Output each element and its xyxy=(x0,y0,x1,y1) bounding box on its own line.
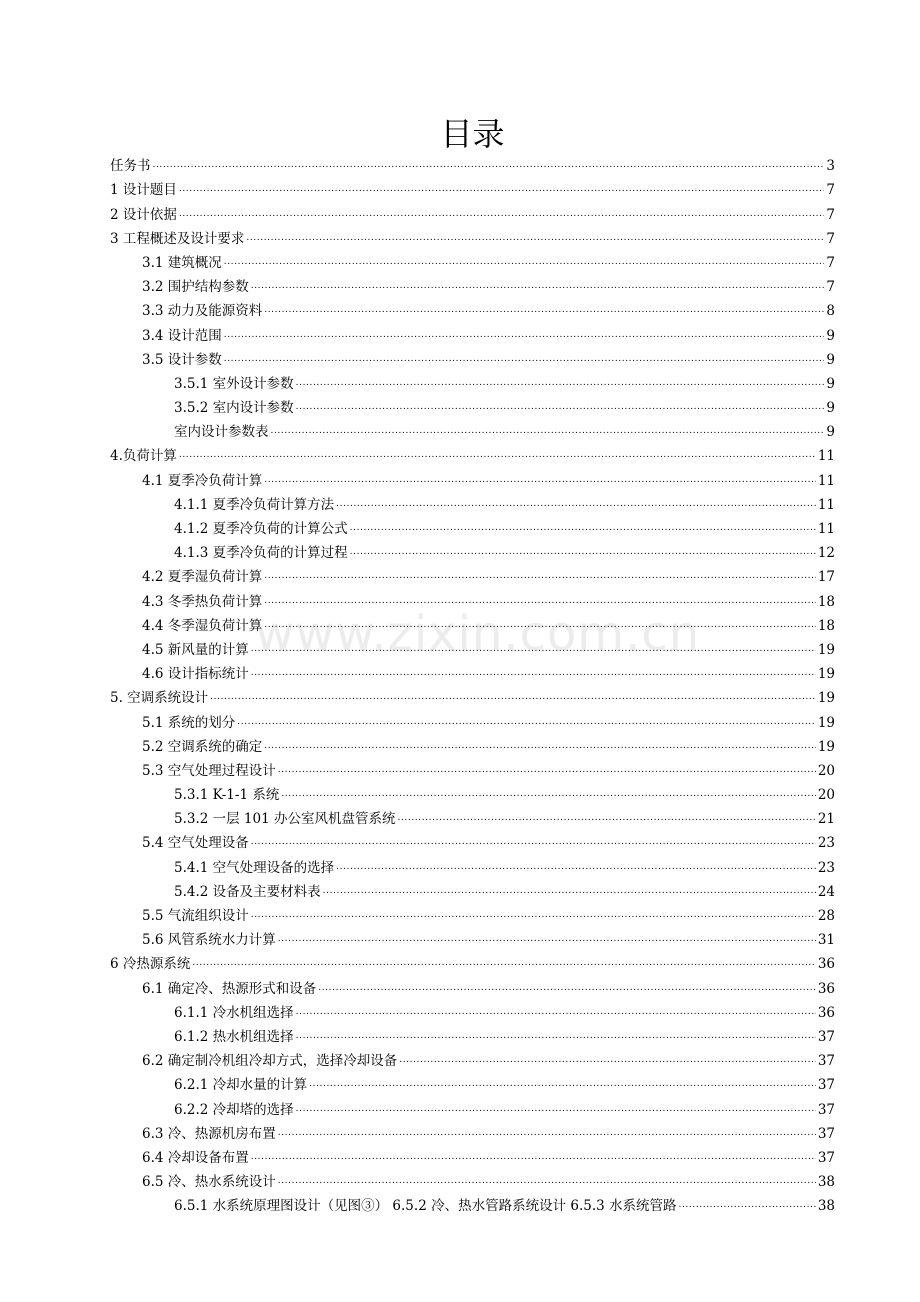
toc-entry-page-number: 18 xyxy=(817,593,835,610)
toc-entry-title: 6.1 确定冷、热源形式和设备 xyxy=(142,980,317,997)
toc-dot-leader xyxy=(210,689,816,707)
toc-entry[interactable] xyxy=(110,949,835,973)
toc-entry[interactable] xyxy=(110,732,835,756)
toc-entry-title: 5.3.1 K-1-1 系统 xyxy=(174,787,280,804)
toc-entry-page-number: 9 xyxy=(826,375,835,392)
toc-dot-leader xyxy=(264,617,816,635)
toc-entry[interactable] xyxy=(110,538,835,562)
toc-entry-page-number: 17 xyxy=(817,569,835,586)
toc-entry-page-number: 7 xyxy=(826,230,835,247)
toc-entry[interactable] xyxy=(110,707,835,731)
toc-dot-leader xyxy=(296,375,825,393)
toc-entry-title: 3.5.1 室外设计参数 xyxy=(174,375,294,392)
toc-entry-title: 2 设计依据 xyxy=(110,206,177,223)
toc-entry-page-number: 11 xyxy=(817,448,835,465)
toc-entry-page-number: 36 xyxy=(817,956,835,973)
toc-entry[interactable] xyxy=(110,296,835,320)
toc-entry-title: 4.负荷计算 xyxy=(110,448,177,465)
toc-dot-leader xyxy=(264,302,824,320)
toc-entry[interactable] xyxy=(110,1143,835,1167)
toc-entry-page-number: 11 xyxy=(817,521,835,537)
toc-entry-page-number: 18 xyxy=(817,617,835,634)
toc-entry[interactable] xyxy=(110,659,835,683)
toc-dot-leader xyxy=(278,762,816,780)
toc-dot-leader xyxy=(323,883,816,901)
toc-entry-title: 4.1.2 夏季冷负荷的计算公式 xyxy=(174,521,348,537)
toc-entry[interactable] xyxy=(110,756,835,780)
toc-entry-title: 3.4 设计范围 xyxy=(142,327,222,344)
watermark-text: www.zixin.com.cn xyxy=(255,606,701,662)
toc-entry-title: 1 设计题目 xyxy=(110,182,177,199)
toc-entry-title: 4.6 设计指标统计 xyxy=(142,666,249,683)
toc-entry-title: 3.3 动力及能源资料 xyxy=(142,303,263,320)
toc-entry-page-number: 37 xyxy=(817,1053,835,1070)
toc-entry-page-number: 19 xyxy=(817,666,835,683)
toc-dot-leader xyxy=(296,1028,816,1046)
toc-entry-page-number: 28 xyxy=(817,908,835,924)
toc-entry[interactable] xyxy=(110,465,835,489)
toc-entry-title: 3.5.2 室内设计参数 xyxy=(174,400,294,417)
toc-entry-title: 5.5 气流组织设计 xyxy=(142,908,249,924)
toc-entry[interactable] xyxy=(110,780,835,804)
toc-entry-page-number: 38 xyxy=(817,1198,835,1215)
toc-dot-leader xyxy=(251,907,816,925)
toc-entry[interactable] xyxy=(110,683,835,707)
toc-entry-page-number: 20 xyxy=(817,762,835,779)
toc-entry[interactable] xyxy=(110,998,835,1022)
toc-entry-title: 3.5 设计参数 xyxy=(142,351,222,368)
toc-entry-page-number: 7 xyxy=(826,254,835,271)
toc-entry[interactable] xyxy=(110,877,835,901)
toc-entry-title: 5. 空调系统设计 xyxy=(110,690,209,707)
toc-dot-leader xyxy=(336,859,816,877)
toc-entry[interactable] xyxy=(110,852,835,876)
toc-entry[interactable] xyxy=(110,925,835,949)
toc-entry-page-number: 7 xyxy=(826,182,835,199)
toc-entry[interactable] xyxy=(110,1046,835,1070)
toc-entry-title: 4.4 冬季湿负荷计算 xyxy=(142,617,263,634)
toc-entry[interactable] xyxy=(110,1167,835,1191)
toc-entry-page-number: 9 xyxy=(826,351,835,368)
table-of-contents xyxy=(110,151,835,1215)
toc-dot-leader xyxy=(251,1149,816,1167)
toc-dot-leader xyxy=(278,1173,816,1191)
toc-entry-title: 5.2 空调系统的确定 xyxy=(142,738,263,755)
toc-entry[interactable] xyxy=(110,272,835,296)
toc-dot-leader xyxy=(264,472,816,490)
toc-entry-page-number: 11 xyxy=(817,496,835,513)
toc-dot-leader xyxy=(296,1101,816,1119)
toc-entry-title: 6 冷热源系统 xyxy=(110,956,191,973)
toc-entry-page-number: 36 xyxy=(817,1004,835,1021)
toc-entry-page-number: 3 xyxy=(826,158,835,175)
toc-entry-page-number: 37 xyxy=(817,1077,835,1094)
toc-entry-title: 6.2.2 冷却塔的选择 xyxy=(174,1101,294,1118)
toc-entry[interactable] xyxy=(110,973,835,997)
toc-entry-title: 4.3 冬季热负荷计算 xyxy=(142,593,263,610)
toc-entry-title: 4.2 夏季湿负荷计算 xyxy=(142,569,263,586)
toc-dot-leader xyxy=(264,593,816,611)
toc-entry[interactable] xyxy=(110,151,835,175)
toc-entry[interactable] xyxy=(110,490,835,514)
toc-dot-leader xyxy=(278,1125,816,1143)
toc-entry-title: 5.1 系统的划分 xyxy=(142,714,236,731)
toc-entry-title: 6.3 冷、热源机房布置 xyxy=(142,1125,276,1142)
toc-entry-page-number: 21 xyxy=(817,811,835,828)
toc-dot-leader xyxy=(318,980,816,998)
toc-dot-leader xyxy=(179,447,816,465)
toc-entry-title: 4.1.1 夏季冷负荷计算方法 xyxy=(174,496,335,513)
toc-dot-leader xyxy=(237,714,816,732)
toc-dot-leader xyxy=(251,834,816,852)
toc-entry-page-number: 11 xyxy=(817,472,835,489)
toc-dot-leader xyxy=(264,738,816,756)
toc-entry-page-number: 7 xyxy=(826,206,835,223)
toc-entry-title: 室内设计参数表 xyxy=(174,424,269,441)
toc-dot-leader xyxy=(278,931,816,949)
toc-entry-title: 6.1.1 冷水机组选择 xyxy=(174,1004,294,1021)
toc-dot-leader xyxy=(679,1197,816,1215)
toc-entry-title: 3.1 建筑概况 xyxy=(142,254,222,271)
toc-entry-page-number: 9 xyxy=(826,400,835,417)
toc-dot-leader xyxy=(398,810,816,828)
toc-entry-page-number: 9 xyxy=(826,424,835,441)
toc-entry-title: 5.4 空气处理设备 xyxy=(142,835,249,852)
toc-entry-title: 6.2.1 冷却水量的计算 xyxy=(174,1077,308,1094)
toc-entry-page-number: 24 xyxy=(817,883,835,900)
toc-entry-title: 4.1 夏季冷负荷计算 xyxy=(142,472,263,489)
toc-entry[interactable] xyxy=(110,417,835,441)
toc-entry-page-number: 7 xyxy=(826,279,835,296)
toc-entry-title: 3.2 围护结构参数 xyxy=(142,279,249,296)
toc-entry-page-number: 19 xyxy=(817,641,835,658)
toc-entry-title: 3 工程概述及设计要求 xyxy=(110,230,245,247)
toc-dot-leader xyxy=(264,568,816,586)
toc-entry-title: 6.4 冷却设备布置 xyxy=(142,1149,249,1166)
toc-entry[interactable] xyxy=(110,369,835,393)
toc-dot-leader xyxy=(350,544,816,562)
toc-dot-leader xyxy=(271,423,825,441)
toc-dot-leader xyxy=(246,230,824,248)
toc-entry-page-number: 37 xyxy=(817,1125,835,1142)
toc-entry[interactable] xyxy=(110,1022,835,1046)
toc-entry-title: 任务书 xyxy=(110,158,151,175)
toc-dot-leader xyxy=(179,181,825,199)
toc-entry[interactable] xyxy=(110,804,835,828)
toc-entry-title: 5.3 空气处理过程设计 xyxy=(142,762,276,779)
toc-entry-title: 5.6 风管系统水力计算 xyxy=(142,932,276,949)
toc-entry[interactable] xyxy=(110,1070,835,1094)
document-page xyxy=(110,0,835,1302)
toc-entry[interactable] xyxy=(110,1191,835,1215)
toc-entry-page-number: 9 xyxy=(826,327,835,344)
toc-entry[interactable] xyxy=(110,586,835,610)
toc-entry-page-number: 12 xyxy=(817,545,835,562)
toc-entry-page-number: 19 xyxy=(817,690,835,707)
toc-entry[interactable] xyxy=(110,514,835,538)
toc-dot-leader xyxy=(350,520,816,538)
toc-entry-page-number: 19 xyxy=(817,738,835,755)
toc-entry-page-number: 19 xyxy=(817,714,835,731)
toc-dot-leader xyxy=(336,496,816,514)
toc-entry-title: 6.1.2 热水机组选择 xyxy=(174,1028,294,1045)
toc-entry-page-number: 20 xyxy=(817,787,835,804)
toc-entry[interactable] xyxy=(110,441,835,465)
toc-entry-title: 6.5.1 水系统原理图设计（见图③） 6.5.2 冷、热水管路系统设计 6.5.3 水系统管路 xyxy=(174,1198,677,1215)
toc-entry-title: 6.5 冷、热水系统设计 xyxy=(142,1174,276,1191)
toc-entry[interactable] xyxy=(110,1094,835,1118)
toc-entry-title: 6.2 确定制冷机组冷却方式，选择冷却设备 xyxy=(142,1053,398,1070)
page-title: 目录 xyxy=(440,115,505,153)
toc-entry-title: 4.1.3 夏季冷负荷的计算过程 xyxy=(174,545,348,562)
toc-dot-leader xyxy=(281,786,815,804)
toc-entry-page-number: 37 xyxy=(817,1101,835,1118)
toc-entry-page-number: 31 xyxy=(817,932,835,949)
toc-dot-leader xyxy=(192,955,815,973)
toc-entry-page-number: 37 xyxy=(817,1028,835,1045)
toc-dot-leader xyxy=(179,206,825,224)
toc-entry[interactable] xyxy=(110,1119,835,1143)
toc-entry-page-number: 38 xyxy=(817,1174,835,1191)
toc-dot-leader xyxy=(399,1052,816,1070)
toc-dot-leader xyxy=(251,278,825,296)
toc-entry-title: 5.4.2 设备及主要材料表 xyxy=(174,883,321,900)
toc-entry-title: 5.4.1 空气处理设备的选择 xyxy=(174,859,335,876)
toc-entry-page-number: 36 xyxy=(817,980,835,997)
toc-dot-leader xyxy=(153,157,825,175)
toc-entry[interactable] xyxy=(110,345,835,369)
toc-dot-leader xyxy=(224,327,825,345)
toc-entry[interactable] xyxy=(110,611,835,635)
toc-dot-leader xyxy=(224,254,825,272)
toc-dot-leader xyxy=(251,641,816,659)
toc-entry[interactable] xyxy=(110,828,835,852)
toc-entry-page-number: 23 xyxy=(817,859,835,876)
toc-entry[interactable] xyxy=(110,901,835,925)
toc-entry[interactable] xyxy=(110,248,835,272)
toc-entry[interactable] xyxy=(110,199,835,223)
toc-dot-leader xyxy=(309,1076,816,1094)
toc-entry[interactable] xyxy=(110,393,835,417)
toc-dot-leader xyxy=(251,665,816,683)
toc-entry-page-number: 23 xyxy=(817,835,835,852)
toc-entry[interactable] xyxy=(110,635,835,659)
toc-entry[interactable] xyxy=(110,224,835,248)
toc-entry[interactable] xyxy=(110,320,835,344)
toc-dot-leader xyxy=(296,399,825,417)
toc-entry-page-number: 8 xyxy=(826,303,835,320)
toc-entry[interactable] xyxy=(110,562,835,586)
toc-dot-leader xyxy=(296,1004,816,1022)
toc-entry-title: 4.5 新风量的计算 xyxy=(142,641,249,658)
toc-entry-page-number: 37 xyxy=(817,1149,835,1166)
toc-dot-leader xyxy=(224,351,825,369)
toc-entry-title: 5.3.2 一层 101 办公室风机盘管系统 xyxy=(174,811,396,828)
toc-entry[interactable] xyxy=(110,175,835,199)
